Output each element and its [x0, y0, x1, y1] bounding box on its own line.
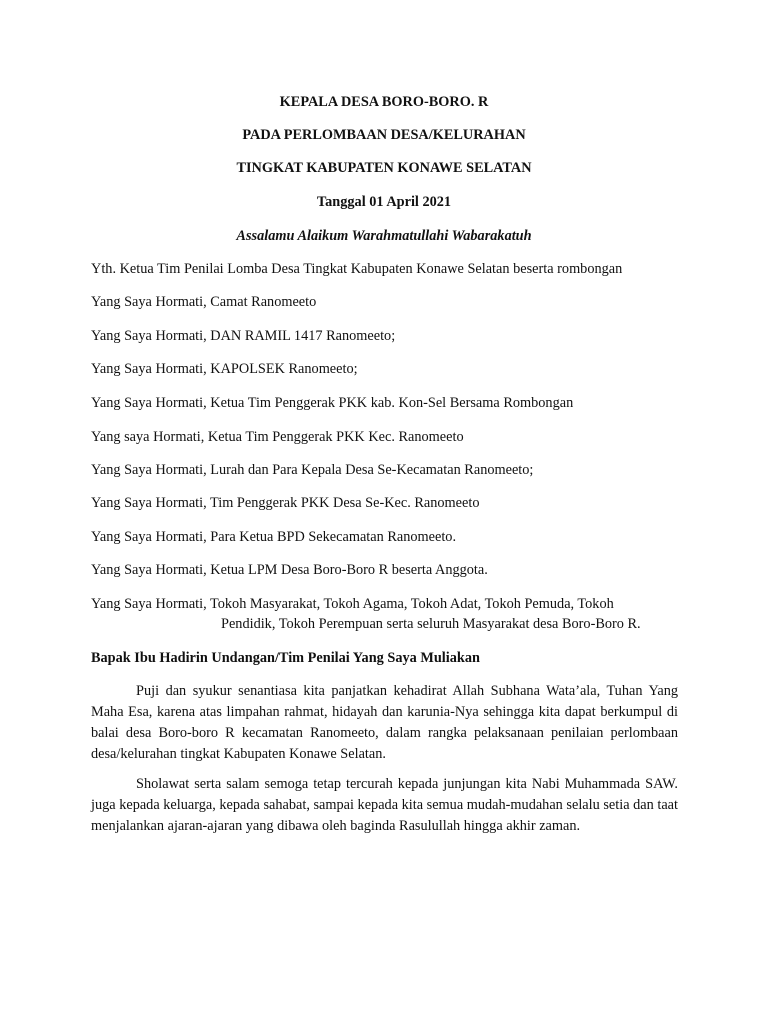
salutation-line: Yang saya Hormati, Ketua Tim Penggerak PKK Kec. Ranomeeto	[91, 429, 464, 445]
salutation-line: Yang Saya Hormati, Tokoh Masyarakat, Tokoh Agama, Tokoh Adat, Tokoh Pemuda, Tokoh	[91, 596, 614, 612]
salutation-line: Yang Saya Hormati, Para Ketua BPD Sekecamatan Ranomeeto.	[91, 529, 457, 545]
salutation-line: Yang Saya Hormati, Ketua Tim Penggerak PKK kab. Kon-Sel Bersama Rombongan	[91, 395, 574, 411]
title-line-2: PADA PERLOMBAAN DESA/KELURAHAN	[242, 127, 526, 143]
greeting-line: Assalamu Alaikum Warahmatullahi Wabarakatuh	[236, 228, 532, 244]
salutation-continuation: Pendidik, Tokoh Perempuan serta seluruh Masyarakat desa Boro-Boro R.	[221, 616, 641, 632]
salutation-line: Yang Saya Hormati, Tim Penggerak PKK Desa Se-Kec. Ranomeeto	[91, 495, 480, 511]
salutation-line: Yang Saya Hormati, Ketua LPM Desa Boro-Boro R beserta Anggota.	[91, 562, 488, 578]
date-line: Tanggal 01 April 2021	[316, 194, 452, 210]
body-paragraph	[91, 774, 678, 837]
salutation-line: Yang Saya Hormati, KAPOLSEK Ranomeeto;	[91, 361, 358, 377]
salutation-line: Yang Saya Hormati, Lurah dan Para Kepala Desa Se-Kecamatan Ranomeeto;	[91, 462, 534, 478]
salutation-line: Yang Saya Hormati, Camat Ranomeeto	[91, 294, 317, 310]
section-subheading: Bapak Ibu Hadirin Undangan/Tim Penilai Yang Saya Muliakan	[91, 650, 480, 666]
paragraph-text: Sholawat serta salam semoga tetap tercurah kepada junjungan kita Nabi Muhammada SAW. juga kepada keluarga, kepada sahabat, sampai kepada kita semua mudah-mudahan selalu setia dan taat menjalankan ajaran-ajaran yang dibawa oleh baginda Rasulullah hingga akhir zaman.	[91, 776, 678, 834]
title-line-1: KEPALA DESA BORO-BORO. R	[279, 94, 489, 110]
paragraph-text: Puji dan syukur senantiasa kita panjatkan kehadirat Allah Subhana Wata’ala, Tuhan Yang Maha Esa, karena atas limpahan rahmat, hidayah dan karunia-Nya sehingga kita dapat berkumpul di balai desa Boro-boro R kecamatan Ranomeeto, dalam rangka pelaksanaan penilaian perlombaan desa/kelurahan tingkat Kabupaten Konawe Selatan.	[91, 683, 678, 762]
body-paragraph	[91, 681, 678, 765]
title-line-3: TINGKAT KABUPATEN KONAWE SELATAN	[236, 160, 532, 176]
salutation-line: Yth. Ketua Tim Penilai Lomba Desa Tingkat Kabupaten Konawe Selatan beserta rombongan	[91, 261, 623, 277]
salutation-line: Yang Saya Hormati, DAN RAMIL 1417 Ranomeeto;	[91, 328, 396, 344]
